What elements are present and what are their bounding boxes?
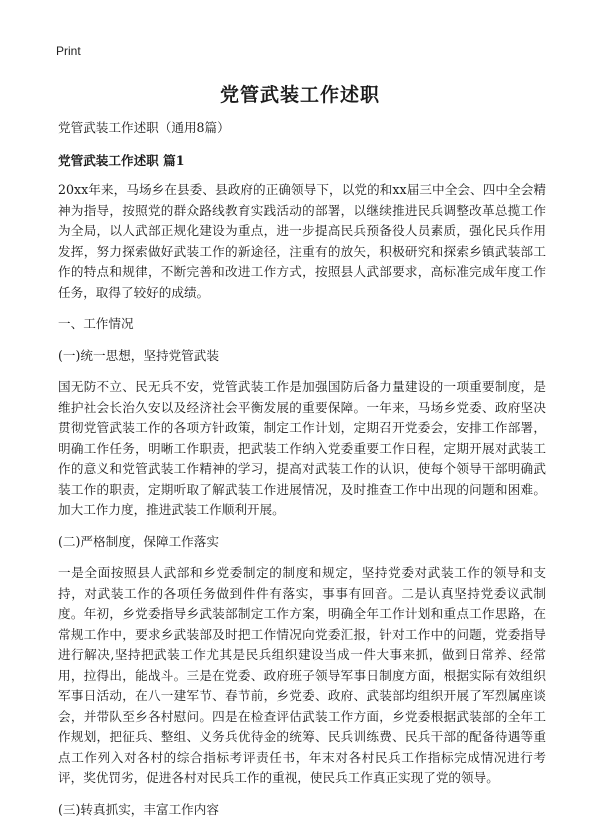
paragraph-unify-thought: 国无防不立、民无兵不安，党管武装工作是加强国防后备力量建设的一项重要制度，是维护社会长治久安以及经济社会平衡发展的重要保障。一年来，马场乡党委、政府坚决贯彻党管武装工作的各项方针政策，制定工作计划，定期召开党委会，安排工作部署，明确工作任务，明晰工作职责，把武装工作纳入党委重要工作日程，定期开展对武装工作的意义和党管武装工作精神的学习，提高对武装工作的认识，使每个领导干部明确武装工作的职责，定期听取了解武装工作进展情况，及时推查工作中出现的问题和困难。加大工作力度，推进武装工作顺利开展。 <box>58 379 546 517</box>
section-title: 党管武装工作述职 篇1 <box>58 152 185 168</box>
sub-heading-strict-system: (二)严格制度，保障工作落实 <box>58 533 219 549</box>
sub-heading-practical-work: (三)转真抓实，丰富工作内容 <box>58 801 219 817</box>
sub-heading-unify-thought: (一)统一思想，坚持党管武装 <box>58 347 219 363</box>
document-subtitle: 党管武装工作述职（通用8篇） <box>58 120 230 135</box>
document-body <box>58 118 546 831</box>
intro-paragraph: 20xx年来，马场乡在县委、县政府的正确领导下，以党的和xx届三中全会、四中全会精神为指导，按照党的群众路线教育实践活动的部署，以继续推进民兵调整改革总揽工作为全局，以人武部正规化建设为重点，进一步提高民兵预备役人员素质，强化民兵作用发挥，努力探索做好武装工作的新途径，注重有的放矢，积极研究和探索乡镇武装部工作的特点和规律，不断完善和改进工作方式，按照县人武部要求，高标准完成年度工作任务，取得了较好的成绩。 <box>58 182 546 300</box>
document-title: 党管武装工作述职 <box>219 84 380 106</box>
heading-work-situation: 一、工作情况 <box>58 316 134 331</box>
paragraph-strict-system: 一是全面按照县人武部和乡党委制定的制度和规定，坚持党委对武装工作的领导和支持，对武装工作的各项任务做到件件有落实，事事有回音。二是认真坚持党委议武制度。年初，乡党委指导乡武装部制定工作方案，明确全年工作计划和重点工作思路，在常规工作中，要求乡武装部及时把工作情况向党委汇报，针对工作中的问题，党委指导进行解决,坚持把武装工作尤其是民兵组织建设当成一件大事来抓，做到日常养、经常用，拉得出，能战斗。三是在党委、政府班子领导军事日制度方面，根据实际有效组织军事日活动，在八一建军节、春节前，乡党委、政府、武装部均组织开展了军烈属座谈会，并带队至乡各村慰问。四是在检查评估武装工作方面，乡党委根据武装部的全年工作规划，把征兵、整组、义务兵优待金的统筹、民兵训练费、民兵干部的配备待遇等重点工作列入对各村的综合指标考评责任书，年末对各村民兵工作指标完成情况进行考评，奖优罚劣，促进各村对民兵工作的重视，使民兵工作真正实现了党的领导。 <box>58 565 546 785</box>
print-label: Print <box>56 44 81 58</box>
